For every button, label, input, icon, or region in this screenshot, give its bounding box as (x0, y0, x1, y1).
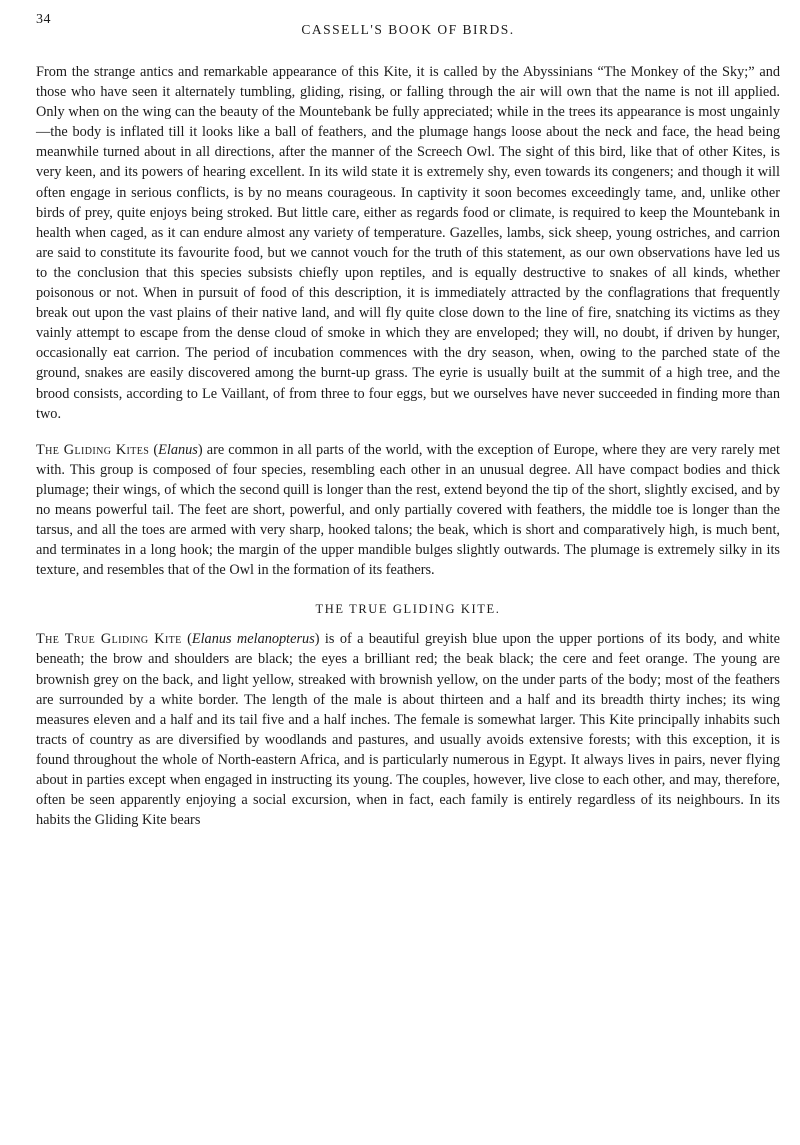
species-elanus-melanopterus: Elanus melanopterus (191, 631, 315, 648)
body-text (36, 62, 780, 830)
genus-elanus: Elanus (158, 441, 198, 458)
section-heading: THE TRUE GLIDING KITE. (315, 602, 501, 617)
paragraph-true-gliding-kite: The True Gliding Kite (Elanus melanopterus) is of a beautiful greyish blue upon the upper portions of its body, and white beneath; the brow and shoulders are black; the eyes a brilliant red; the beak black; the cere and feet orange. The young are brownish grey on the back, and light yellow, streaked with brownish yellow, on the under parts of the body; most of the feathers are surrounded by a white border. The length of the male is about thirteen and a half and its breadth thirty inches; its wing measures eleven and a half and its tail five and a half inches. The female is somewhat larger. This Kite principally inhabits such tracts of country as are diversified by woodlands and pastures, and usually avoids extensive forests; with this exception, it is found throughout the whole of North-eastern Africa, and is particularly numerous in Egypt. It always lives in pairs, never flying about in parties except when engaged in instructing its young. The couples, however, live close to each other, and may, therefore, often be seen apparently enjoying a social excursion, when in fact, each family is entirely regardless of its neighbours. In its habits the Gliding Kite bears (36, 631, 780, 829)
paragraph-gliding-kites-text: are common in all parts of the world, with the exception of Europe, where they are very rarely met with. This group is composed of four species, resembling each other in an unusual degree. All have compact bodies and thick plumage; their wings, of which the second quill is longer than the rest, extend beyond the tip of the short, slightly excised, and by no means powerful tail. The feet are short, powerful, and only partially covered with feathers, the middle toe is longer than the tarsus, and all the toes are armed with very sharp, hooked talons; the beak, which is short and comparatively high, is much bent, and terminates in a long hook; the margin of the upper mandible bulges slightly outwards. The plumage is extremely silky in its texture, and resembles that of the Owl in the formation of its feathers. (36, 441, 781, 579)
book-page (36, 0, 780, 1145)
lead-gliding-kites: The Gliding Kites (36, 441, 150, 458)
page-header (36, 0, 780, 62)
running-head: CASSELL'S BOOK OF BIRDS. (301, 22, 515, 37)
paragraph-mountebank: From the strange antics and remarkable appearance of this Kite, it is called by the Abyssinians “The Monkey of the Sky;” and those who have seen it alternately tumbling, gliding, rising, or falling through the air will own that the name is not ill applied. Only when on the wing can the beauty of the Mountebank be fully appreciated; while in the trees its appearance is most ungainly—the body is inflated till it looks like a ball of feathers, and the plumage hangs loose about the neck and face, the head being meanwhile turned about in all directions, after the manner of the Screech Owl. The sight of this bird, like that of other Kites, is very keen, and its powers of hearing excellent. In its wild state it is extremely shy, even towards its congeners; and though it will often engage in serious conflicts, is by no means courageous. In captivity it soon becomes exceedingly tame, and, unlike other birds of prey, quite enjoys being stroked. But little care, either as regards food or climate, is required to keep the Mountebank in health when caged, as it can endure almost any variety of temperature. Gazelles, lambs, sick sheep, young ostriches, and carrion are said to constitute its favourite food, but we cannot vouch for the truth of this statement, as our own observations have led us to the conclusion that this species subsists chiefly upon reptiles, and is equally destructive to snakes of all kinds, whether poisonous or not. When in pursuit of food of this description, it is immediately attracted by the conflagrations that frequently break out upon the vast plains of their native land, and will fly quite close down to the line of fire, snatching its victims as they vainly attempt to escape from the dense cloud of smoke in which they are enveloped; they will, no doubt, if driven by hunger, occasionally eat carrion. The period of incubation commences with the dry season, when, owing to the parched state of the ground, snakes are easily discovered among the burnt-up grass. The eyrie is usually built at the summit of a high tree, and the brood consists, according to Le Vaillant, of from three to four eggs, but we ourselves have never succeeded in finding more than two. (36, 64, 780, 422)
paragraph-true-gliding-kite-text: is of a beautiful greyish blue upon the upper portions of its body, and white beneath; the brow and shoulders are black; the eyes a brilliant red; the beak black; the cere and feet orange. The young are brownish grey on the back, and light yellow, streaked with brownish yellow, on the under parts of the body; most of the feathers are surrounded by a white border. The length of the male is about thirteen and a half and its breadth thirty inches; its wing measures eleven and a half and its tail five and a half inches. The female is somewhat larger. This Kite principally inhabits such tracts of country as are diversified by woodlands and pastures, and usually avoids extensive forests; with this exception, it is found throughout the whole of North-eastern Africa, and is particularly numerous in Egypt. It always lives in pairs, never flying about in parties except when engaged in instructing its young. The couples, however, live close to each other, and may, therefore, often be seen apparently enjoying a social excursion, when in fact, each family is entirely regardless of its neighbours. In its habits the Gliding Kite bears (36, 631, 780, 829)
page-number: 34 (36, 12, 51, 27)
lead-true-gliding-kite: The True Gliding Kite (36, 631, 182, 648)
paragraph-gliding-kites: The Gliding Kites (Elanus) are common in all parts of the world, with the exception of Europe, where they are very rarely met with. This group is composed of four species, resembling each other in an unusual degree. All have compact bodies and thick plumage; their wings, of which the second quill is longer than the rest, extend beyond the tip of the short, slightly excised, and by no means powerful tail. The feet are short, powerful, and only partially covered with feathers, the middle toe is longer than the tarsus, and all the toes are armed with very sharp, hooked talons; the beak, which is short and comparatively high, is much bent, and terminates in a long hook; the margin of the upper mandible bulges slightly outwards. The plumage is extremely silky in its texture, and resembles that of the Owl in the formation of its feathers. (36, 441, 781, 579)
